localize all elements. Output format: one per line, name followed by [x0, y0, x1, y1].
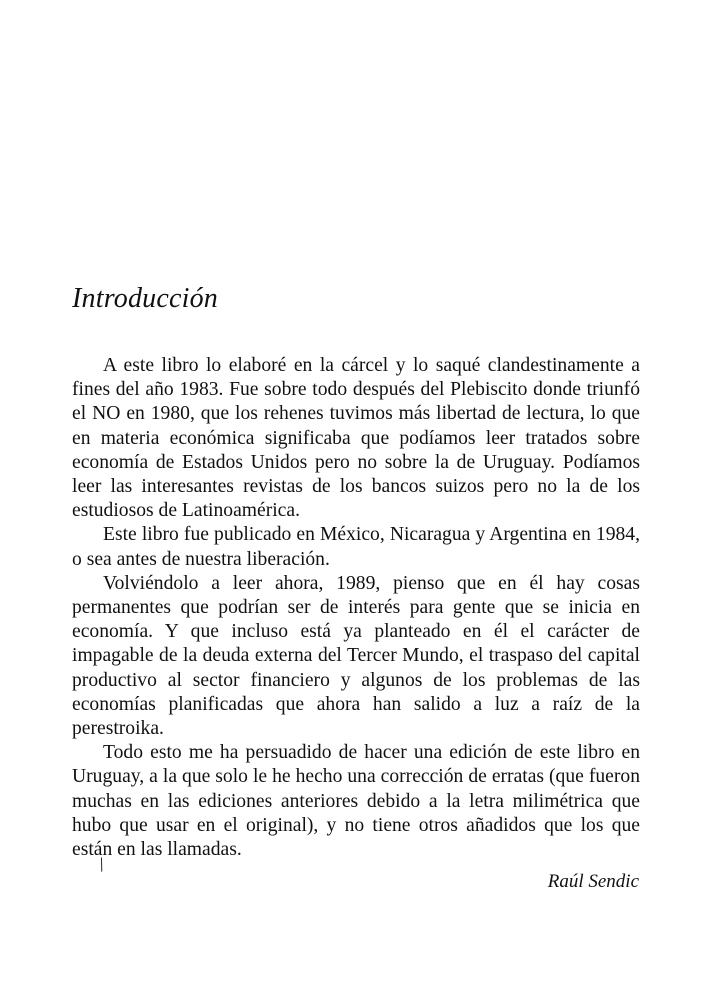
author-signature: Raúl Sendic [547, 871, 639, 892]
chapter-title: Introducción [72, 283, 218, 314]
introduction-text [72, 354, 640, 862]
handwritten-mark: / [95, 853, 109, 877]
paragraph-2: Este libro fue publicado en México, Nicaragua y Argentina en 1984, o sea antes de nuestra liberación. [72, 524, 640, 570]
paragraph-4: Todo esto me ha persuadido de hacer una edición de este libro en Uruguay, a la que solo le he hecho una corrección de erratas (que fueron muchas en las ediciones anteriores debido a la letra milimétrica que hubo que usar en el original), y no tiene otros añadidos que los que están en las llamadas. [72, 742, 640, 861]
paragraph-1: A este libro lo elaboré en la cárcel y lo saqué clandestinamente a fines del año 1983. Fue sobre todo después del Plebiscito donde triunfó el NO en 1980, que los rehenes tuvimos más libertad de lectura, lo que en materia económica significaba que podíamos leer tratados sobre economía de Estados Unidos pero no sobre la de Uruguay. Podíamos leer las interesantes revistas de los bancos suizos pero no la de los estudiosos de Latinoamérica. [72, 355, 640, 522]
paragraph-3: Volviéndolo a leer ahora, 1989, pienso que en él hay cosas permanentes que podrían ser de interés para gente que se inicia en economía. Y que incluso está ya planteado en él el carácter de impagable de la deuda externa del Tercer Mundo, el traspaso del capital productivo al sector financiero y algunos de los problemas de las economías planificadas que ahora han salido a luz a raíz de la perestroika. [72, 572, 640, 740]
